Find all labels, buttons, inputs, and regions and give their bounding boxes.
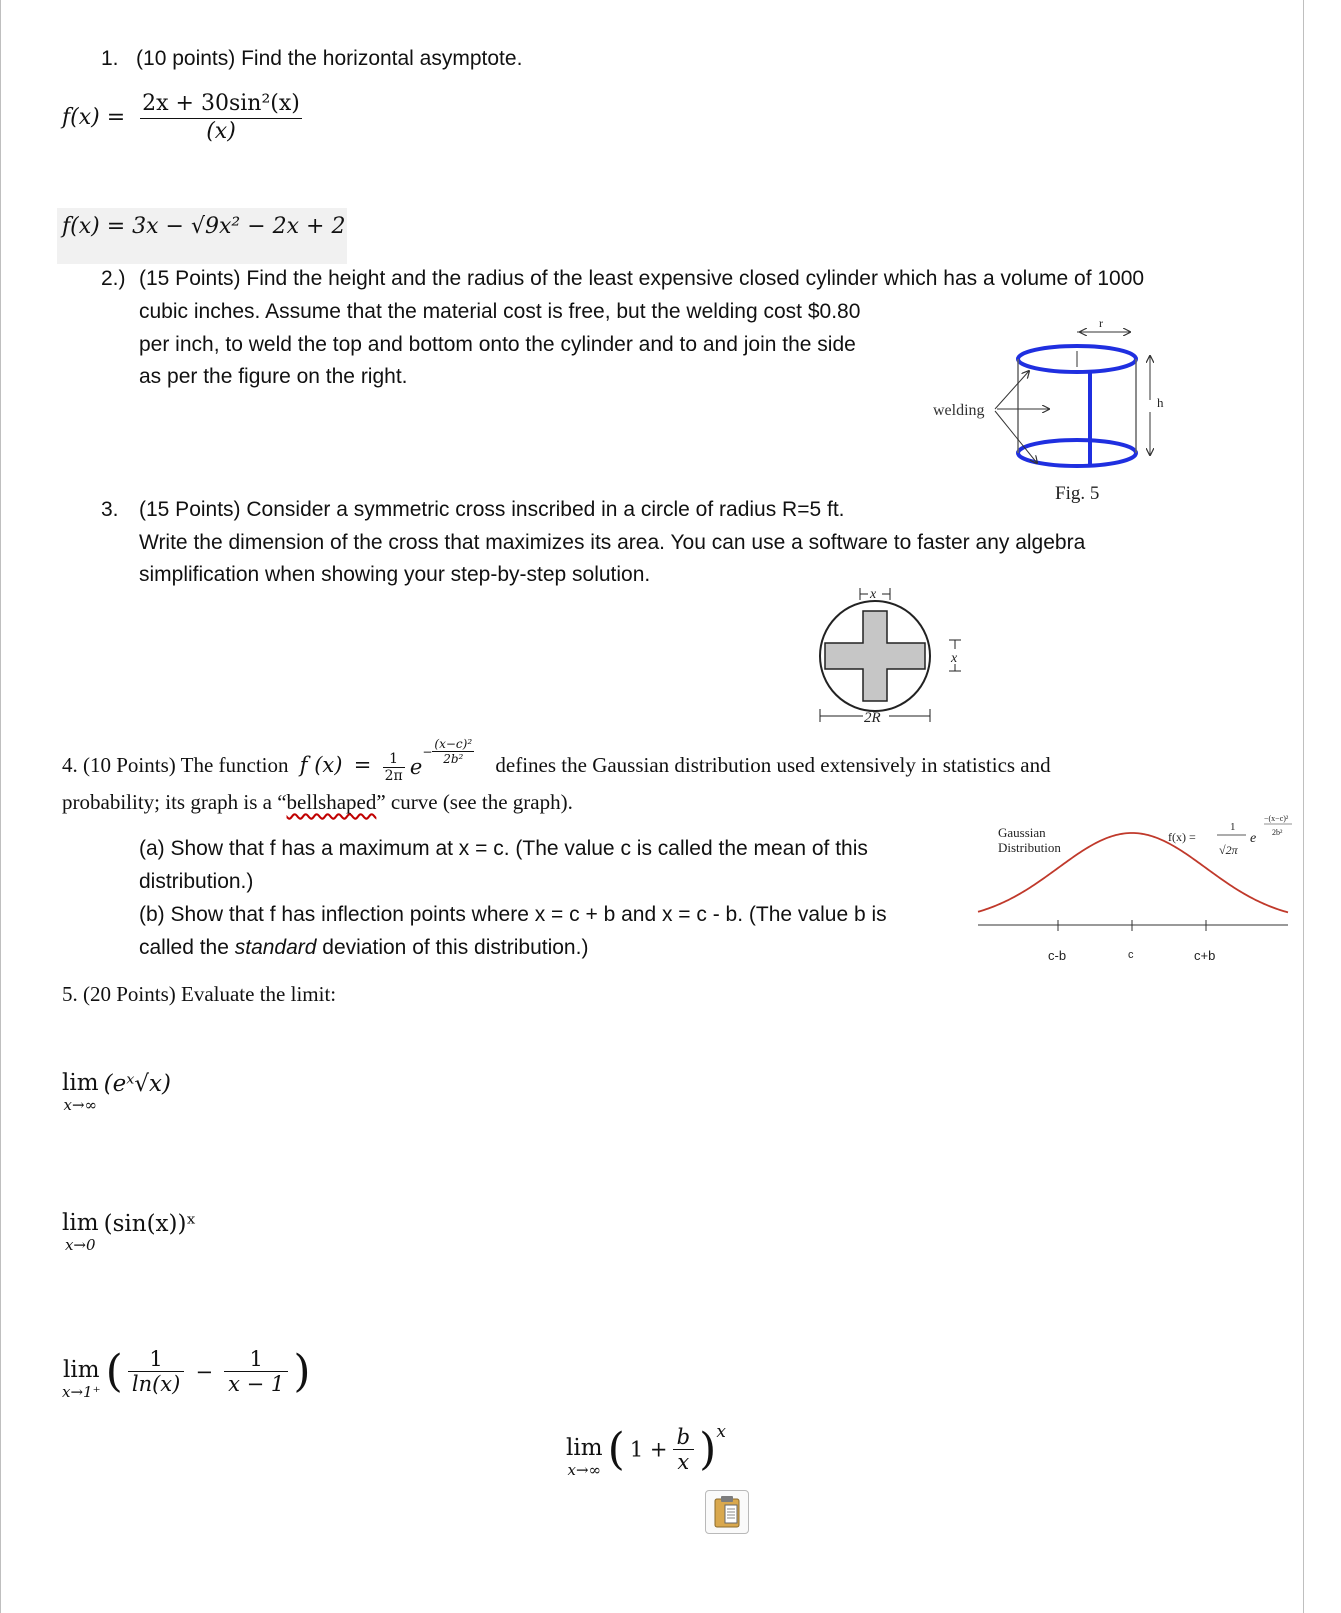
- q4-line2-a: probability; its graph is a “: [62, 790, 287, 814]
- lim4-word: lim: [566, 1435, 603, 1461]
- tick-label-c: c: [1128, 949, 1134, 961]
- lim4-sub: x→∞: [567, 1461, 602, 1479]
- q4-exp-num: (x−c)²: [434, 737, 473, 751]
- lim2-expression: (sin(x))ˣ: [103, 1210, 197, 1237]
- q5-title: 5. (20 Points) Evaluate the limit:: [62, 982, 337, 1006]
- lim1-expression: (eˣ√x): [103, 1070, 171, 1097]
- lim3-num-1: 1: [128, 1347, 184, 1372]
- clipboard-icon: [706, 1491, 748, 1533]
- q4-e: e: [409, 755, 423, 779]
- lim2-word: lim: [62, 1210, 99, 1236]
- lim2-sub: x→0: [64, 1236, 96, 1254]
- cross-figure: [815, 585, 975, 750]
- q3-line-3: simplification when showing your step-by-step solution.: [139, 563, 651, 586]
- lim3-num-2: 1: [224, 1347, 288, 1372]
- cylinder-welding-label: welding: [933, 402, 985, 419]
- q4-exponent: − $\frac{\text{(x−c)²}}{\text{2b²}}$: [422, 737, 473, 766]
- q4-part-b-line-2: [139, 931, 588, 964]
- q1-f1-numerator: 2x + 30sin²(x): [140, 91, 302, 119]
- lim3-fraction-2: [224, 1347, 288, 1396]
- q4-intro-line: [62, 739, 1051, 791]
- lim4-fraction: [673, 1425, 694, 1474]
- q4-part-b-2a: called the: [139, 936, 235, 959]
- graph-formula-lhs: f(x) =: [1168, 830, 1196, 844]
- graph-title-line-2: Distribution: [998, 840, 1061, 855]
- lim4-one-plus: 1 +: [629, 1437, 668, 1462]
- q1-formula-1: [62, 91, 302, 144]
- q2-line-1: (15 Points) Find the height and the radius of the least expensive closed cylinder which has a volume of 1000: [139, 267, 1145, 290]
- q4-fraction: [383, 751, 405, 784]
- page-left-edge: [0, 0, 1, 1613]
- q4-line-2: [62, 786, 573, 819]
- q4-intro-suffix: defines the Gaussian distribution used extensively in statistics and: [495, 753, 1051, 777]
- q4-standard-word: standard: [234, 936, 317, 959]
- lim3-fraction-1: [128, 1347, 184, 1396]
- q1-f1-lhs: f(x) =: [62, 105, 126, 130]
- graph-title-line-1: Gaussian: [998, 825, 1046, 840]
- lim3-minus: −: [195, 1359, 214, 1384]
- graph-exp-den: 2b²: [1272, 828, 1283, 837]
- lim1-word: lim: [62, 1070, 99, 1096]
- graph-frac-den: √2π: [1219, 843, 1238, 857]
- lim3-den-2: x − 1: [228, 1372, 285, 1396]
- cylinder-r-label: r: [1099, 316, 1103, 330]
- q2-line-3: per inch, to weld the top and bottom onto the cylinder and to and join the side: [139, 333, 856, 356]
- q1-heading: [101, 42, 522, 75]
- q1-f1-fraction: [140, 91, 302, 144]
- q4-part-b-2b: deviation of this distribution.): [316, 936, 589, 959]
- q4-part-a-line-1: (a) Show that f has a maximum at x = c. (The value c is called the mean of this: [139, 837, 868, 860]
- tick-label-c-plus-b: c+b: [1194, 948, 1216, 963]
- lim3-sub: x→1⁺: [62, 1383, 101, 1401]
- q1-formula-2: f(x) = 3x − √9x² − 2x + 2: [62, 214, 346, 239]
- q2-number: 2.): [101, 267, 126, 290]
- graph-frac-num: 1: [1230, 821, 1236, 833]
- cross-x-right-label: x: [951, 651, 958, 666]
- page-right-edge: [1303, 0, 1304, 1613]
- q5-limit-2: [62, 1212, 196, 1253]
- lim4-exponent: x: [716, 1422, 726, 1442]
- q4-frac-num: 1: [383, 751, 405, 768]
- q4-eq: =: [353, 753, 372, 777]
- q5-limit-1: [62, 1072, 171, 1113]
- graph-e: e: [1250, 831, 1257, 846]
- q4-part-b-line-1: (b) Show that f has inflection points where x = c + b and x = c - b. (The value b is: [139, 903, 887, 926]
- paste-options-button[interactable]: [705, 1490, 749, 1534]
- cross-2r-label: 2R: [864, 710, 881, 726]
- graph-exp-num: −(x−c)²: [1264, 814, 1289, 823]
- q4-part-a-line-2: distribution.): [139, 870, 254, 893]
- q2-line-2: cubic inches. Assume that the material cost is free, but the welding cost $0.80: [139, 300, 861, 323]
- q4-bellshaped-word: bellshaped: [286, 790, 377, 814]
- q4-fx: f (x): [299, 753, 343, 777]
- fig5-caption: Fig. 5: [1055, 483, 1100, 504]
- cylinder-shape: [1018, 346, 1136, 466]
- q3-line-2: Write the dimension of the cross that maximizes its area. You can use a software to faster any algebra: [139, 531, 1086, 554]
- q1-f1-denominator: (x): [206, 119, 236, 144]
- lim3-den-1: ln(x): [131, 1372, 181, 1396]
- gaussian-graph: [970, 805, 1300, 975]
- cross-x-top-label: x: [870, 587, 877, 602]
- lim4-den: x: [677, 1450, 690, 1474]
- q4-intro-prefix: 4. (10 Points) The function: [62, 753, 289, 777]
- tick-label-c-minus-b: c-b: [1048, 948, 1067, 963]
- q4-exp-den: 2b²: [443, 752, 464, 766]
- q5-limit-4: lim x→∞ ( 1 + $\frac{b}{x}$ )x: [566, 1422, 726, 1479]
- q1-number: 1.: [101, 47, 119, 70]
- q2-line-4: as per the figure on the right.: [139, 365, 408, 388]
- q3-line-1: (15 Points) Consider a symmetric cross inscribed in a circle of radius R=5 ft.: [139, 498, 845, 521]
- cylinder-figure: [925, 312, 1175, 512]
- q3-number: 3.: [101, 498, 119, 521]
- cylinder-h-label: h: [1157, 395, 1164, 410]
- lim3-word: lim: [62, 1357, 100, 1383]
- lim4-num: b: [673, 1425, 694, 1450]
- q4-line2-b: ” curve (see the graph).: [376, 790, 573, 814]
- q4-frac-den: 2π: [384, 767, 403, 784]
- lim1-sub: x→∞: [63, 1096, 98, 1114]
- q5-limit-3: lim x→1⁺ ( $\frac{1}{\ln(x)}$ − $\frac{1}{x - 1}$ ): [62, 1346, 311, 1401]
- q1-title: (10 points) Find the horizontal asymptote.: [136, 47, 523, 70]
